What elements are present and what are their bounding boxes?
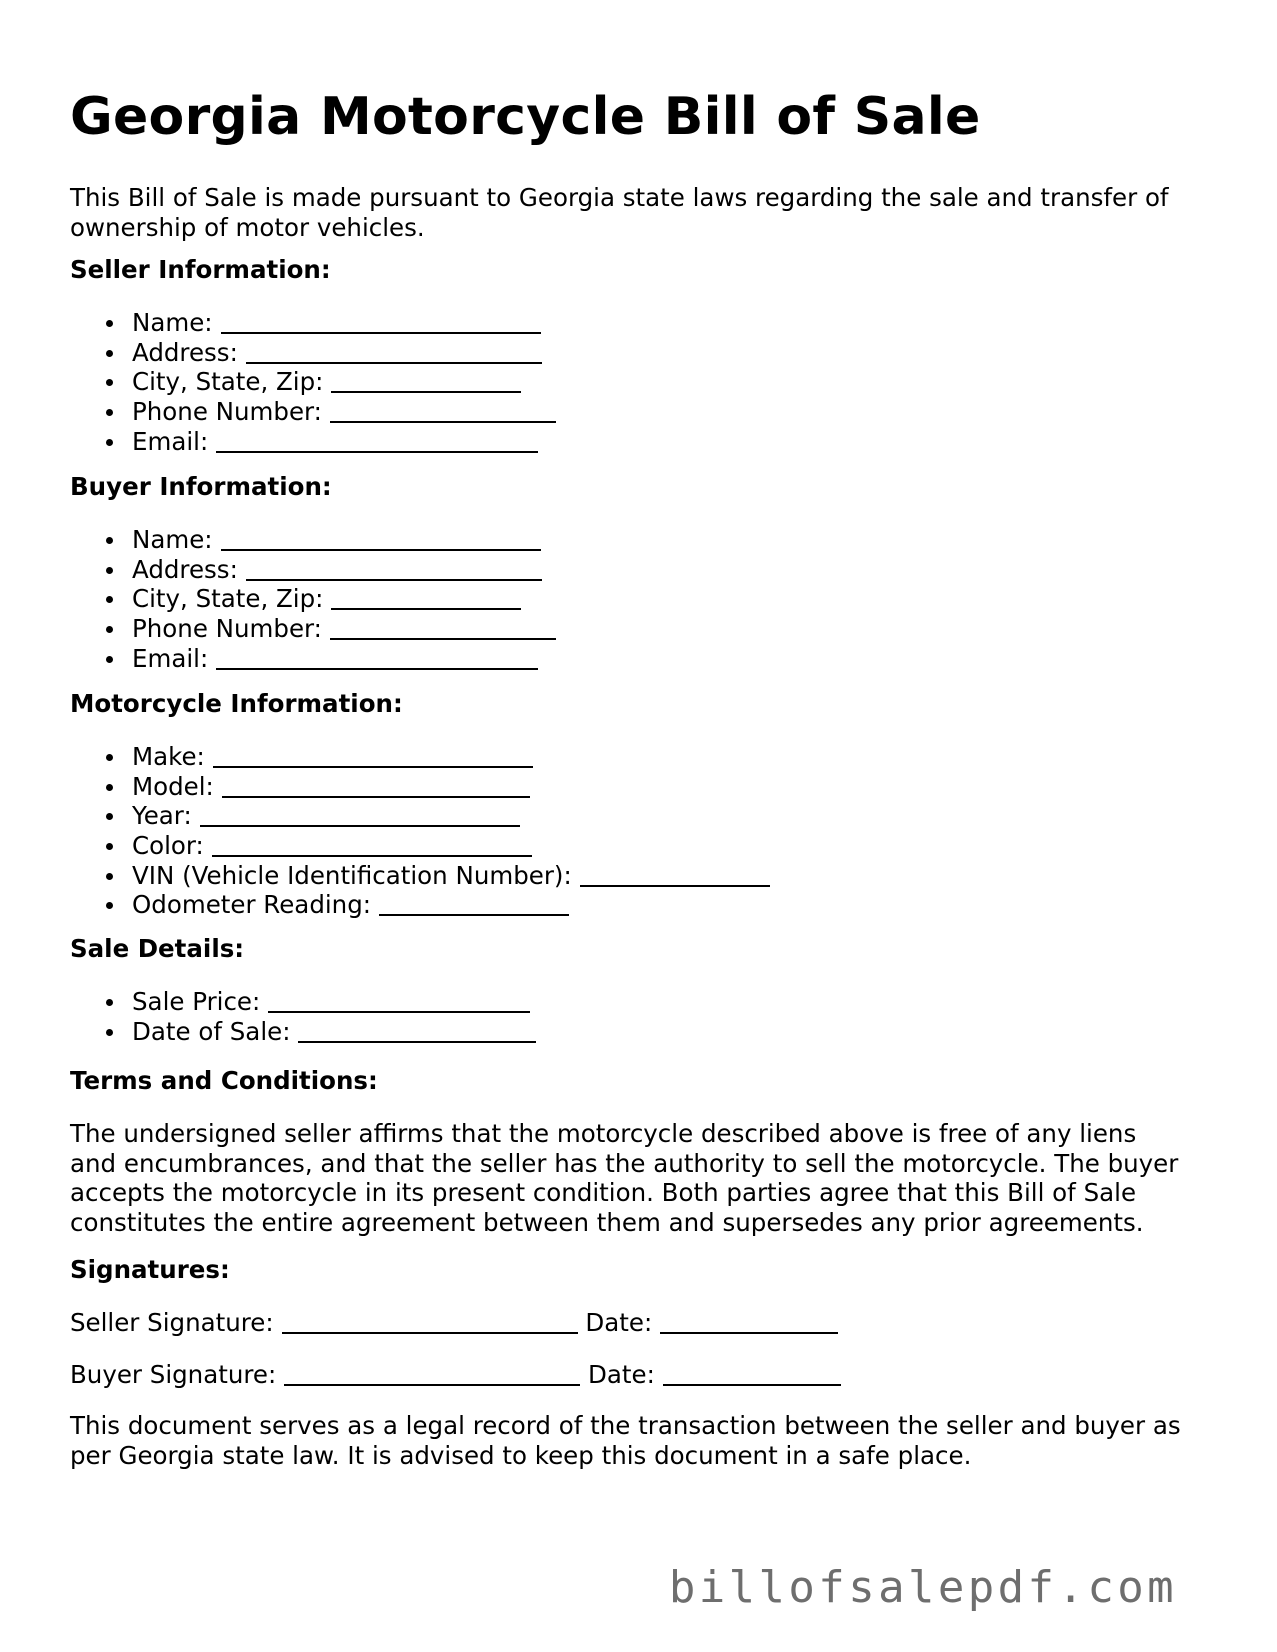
closing-paragraph: This document serves as a legal record of the transaction between the seller and buyer as per Georgia state law. It is advised to keep this document in a safe place.	[70, 1411, 1181, 1470]
terms-paragraph: The undersigned seller affirms that the motorcycle described above is free of any liens and encumbrances, and that the seller has the authority to sell the motorcycle. The buyer accepts the motorcycle in its present condition. Both parties agree that this Bill of Sale constitutes the entire agreement between them and supersedes any prior agreements.	[70, 1119, 1179, 1237]
seller-city-state-zip-field: City, State, Zip:	[70, 366, 556, 396]
seller-name-blank[interactable]	[221, 310, 541, 334]
buyer-phone-blank[interactable]	[330, 616, 556, 640]
buyer-address-field: Address:	[70, 554, 556, 584]
seller-address-field: Address:	[70, 337, 556, 367]
motorcycle-vin-field: VIN (Vehicle Identification Number):	[70, 860, 770, 890]
buyer-phone-field: Phone Number:	[70, 613, 556, 643]
motorcycle-model-blank[interactable]	[222, 774, 530, 798]
terms-heading: Terms and Conditions:	[70, 1066, 378, 1095]
buyer-name-blank[interactable]	[221, 527, 541, 551]
watermark-text: billofsalepdf.com	[668, 1562, 1177, 1613]
buyer-signature-date-blank[interactable]	[663, 1362, 841, 1386]
buyer-city-state-zip-blank[interactable]	[331, 586, 521, 610]
signatures-heading: Signatures:	[70, 1255, 230, 1284]
motorcycle-odometer-blank[interactable]	[379, 892, 569, 916]
motorcycle-heading: Motorcycle Information:	[70, 689, 403, 718]
buyer-fields	[70, 524, 556, 672]
buyer-heading: Buyer Information:	[70, 472, 332, 501]
seller-email-field: Email:	[70, 426, 556, 456]
motorcycle-make-field: Make:	[70, 741, 770, 771]
motorcycle-model-field: Model:	[70, 771, 770, 801]
sale-heading: Sale Details:	[70, 934, 245, 963]
motorcycle-vin-blank[interactable]	[580, 863, 770, 887]
motorcycle-make-blank[interactable]	[213, 744, 533, 768]
seller-email-blank[interactable]	[216, 429, 538, 453]
seller-signature-date-blank[interactable]	[660, 1310, 838, 1334]
document-title: Georgia Motorcycle Bill of Sale	[70, 87, 981, 147]
motorcycle-year-blank[interactable]	[200, 803, 520, 827]
seller-city-state-zip-blank[interactable]	[331, 369, 521, 393]
buyer-email-blank[interactable]	[216, 646, 538, 670]
sale-fields	[70, 986, 536, 1045]
seller-address-blank[interactable]	[246, 340, 542, 364]
seller-fields	[70, 307, 556, 455]
motorcycle-year-field: Year:	[70, 800, 770, 830]
seller-phone-blank[interactable]	[330, 399, 556, 423]
sale-price-blank[interactable]	[268, 989, 530, 1013]
motorcycle-odometer-field: Odometer Reading:	[70, 889, 770, 919]
seller-phone-field: Phone Number:	[70, 396, 556, 426]
motorcycle-fields	[70, 741, 770, 919]
sale-date-field: Date of Sale:	[70, 1016, 536, 1046]
buyer-address-blank[interactable]	[246, 557, 542, 581]
intro-paragraph: This Bill of Sale is made pursuant to Georgia state laws regarding the sale and transfer of ownership of motor vehicles.	[70, 183, 1169, 242]
seller-heading: Seller Information:	[70, 255, 331, 284]
buyer-name-field: Name:	[70, 524, 556, 554]
seller-signature-line: Seller Signature: Date:	[70, 1307, 838, 1338]
seller-signature-blank[interactable]	[282, 1310, 578, 1334]
buyer-signature-line: Buyer Signature: Date:	[70, 1359, 841, 1390]
motorcycle-color-field: Color:	[70, 830, 770, 860]
seller-name-field: Name:	[70, 307, 556, 337]
buyer-city-state-zip-field: City, State, Zip:	[70, 583, 556, 613]
motorcycle-color-blank[interactable]	[212, 833, 532, 857]
sale-date-blank[interactable]	[298, 1019, 536, 1043]
buyer-signature-blank[interactable]	[284, 1362, 580, 1386]
sale-price-field: Sale Price:	[70, 986, 536, 1016]
buyer-email-field: Email:	[70, 643, 556, 673]
